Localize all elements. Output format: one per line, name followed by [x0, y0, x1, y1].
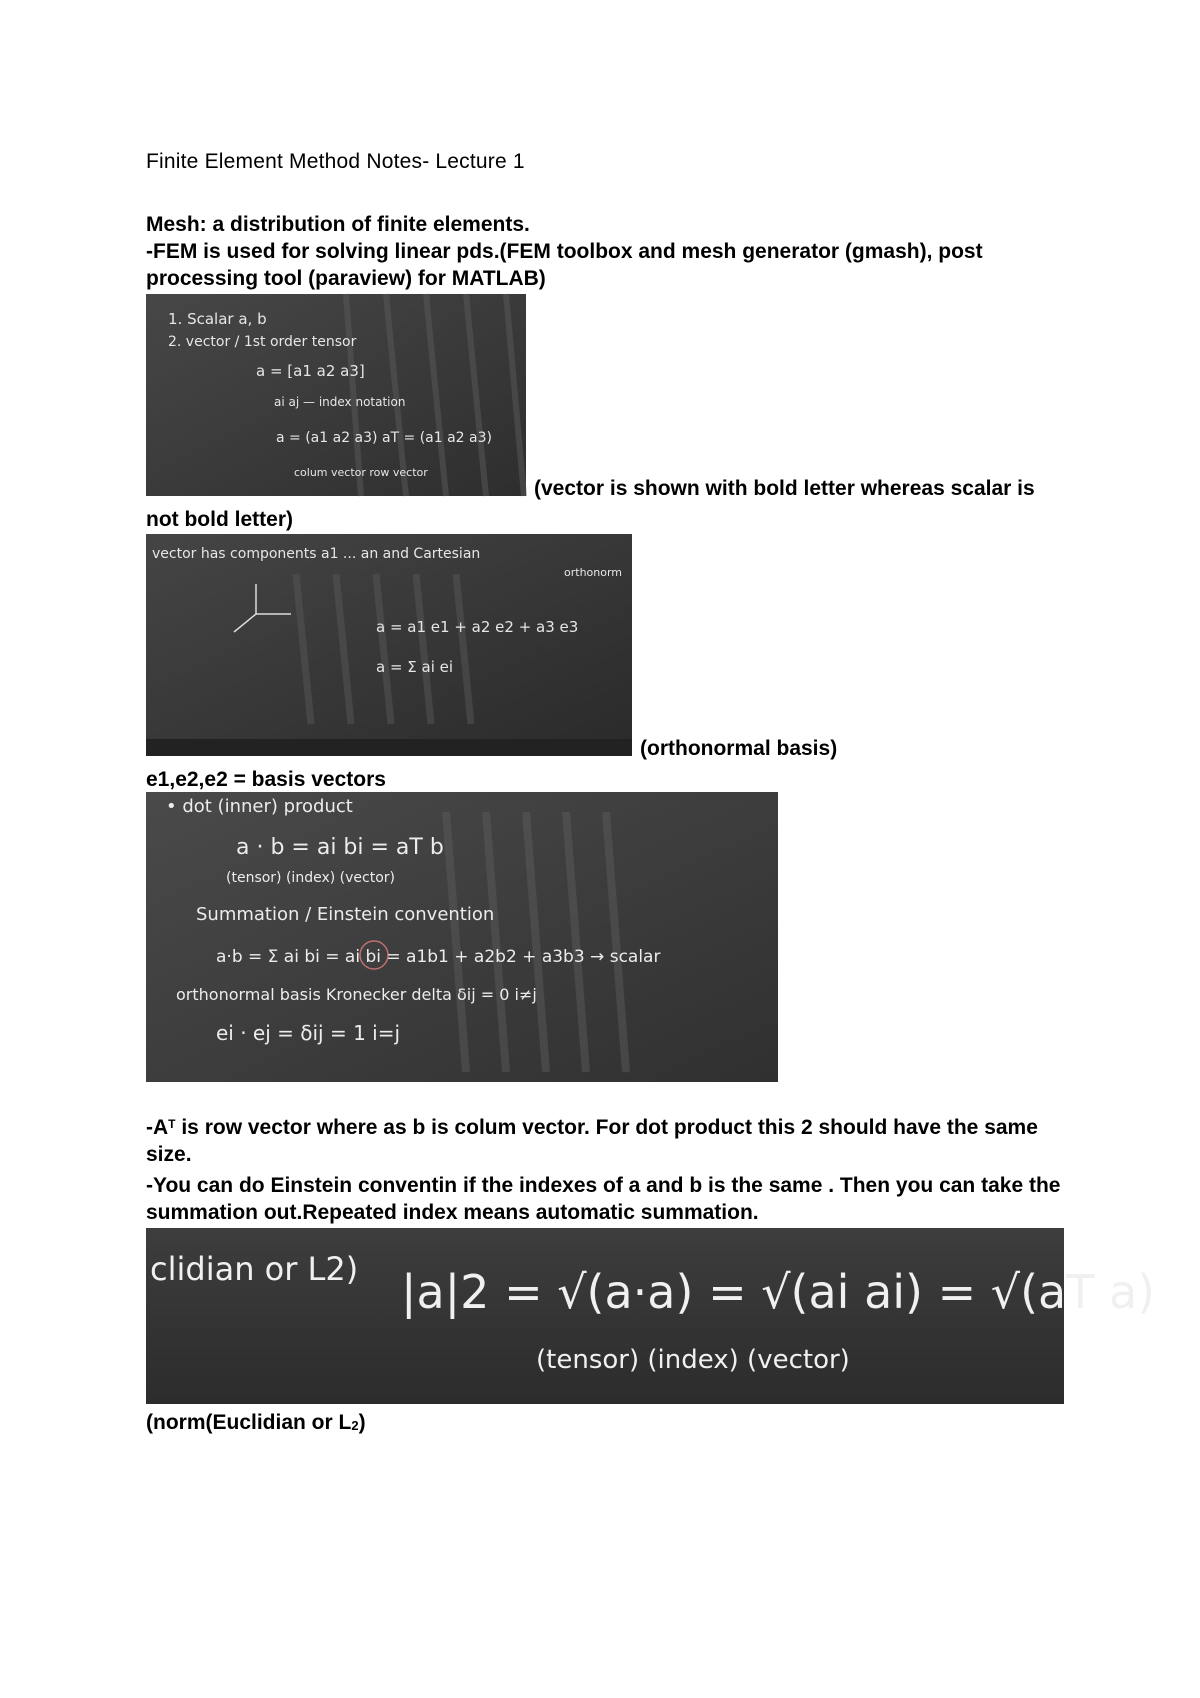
board1-line2: 2. vector / 1st order tensor [168, 334, 357, 350]
board2-line1: vector has components a1 ... an and Cartesian [152, 546, 481, 562]
board3-line3: (tensor) (index) (vector) [226, 870, 395, 886]
board1-line6: colum vector row vector [294, 466, 428, 479]
board4-line3: (tensor) (index) (vector) [536, 1345, 850, 1375]
fem-line-2: processing tool (paraview) for MATLAB) [146, 267, 546, 290]
board4-line1: clidian or L2) [150, 1250, 359, 1288]
fem-line-1: -FEM is used for solving linear pds.(FEM toolbox and mesh generator (gmash), post [146, 240, 983, 263]
row-vector-line: $-A^T$ is row vector where as b is colum vector. For dot product this 2 should have the same [146, 1116, 1038, 1139]
page-title: Finite Element Method Notes- Lecture 1 [146, 150, 525, 173]
blackboard-photo-norm [146, 1228, 1156, 1404]
board3-line2: a · b = ai bi = aT b [236, 835, 444, 860]
norm-caption: (norm(Euclidian or $L_2$) [146, 1411, 366, 1434]
caption-vector-bold-cont: not bold letter) [146, 508, 293, 531]
mesh-definition: Mesh: a distribution of finite elements. [146, 213, 530, 236]
board2-line2: orthonorm [564, 566, 623, 579]
board2-line4: a = Σ ai ei [376, 658, 454, 676]
einstein-line-2: summation out.Repeated index means automatic summation. [146, 1201, 759, 1224]
basis-vectors-line: e1,e2,e2 = basis vectors [146, 768, 386, 791]
einstein-line-1: -You can do Einstein conventin if the indexes of a and b is the same . Then you can take the [146, 1174, 1061, 1197]
row-vector-line-2: size. [146, 1143, 192, 1166]
board1-line4: ai aj — index notation [274, 395, 406, 409]
board2-line3: a = a1 e1 + a2 e2 + a3 e3 [376, 618, 579, 636]
board3-line7: ei · ej = δij = 1 i=j [216, 1021, 401, 1045]
blackboard-photo-scalar-vector [146, 294, 526, 496]
caption-vector-bold: (vector is shown with bold letter whereas scalar is [534, 477, 1035, 500]
blackboard-photo-orthonormal-basis [146, 534, 632, 756]
board1-line1: 1. Scalar a, b [168, 310, 267, 328]
blackboard-photo-dot-product [146, 792, 778, 1082]
board3-line6: orthonormal basis Kronecker delta δij = 0 i≠j [176, 985, 537, 1004]
board1-line3: a = [a1 a2 a3] [256, 362, 365, 380]
board3-line5: a·b = Σ ai bi = ai bi = a1b1 + a2b2 + a3b3 → scalar [216, 947, 661, 967]
board4-line2: |a|2 = √(a·a) = √(ai ai) = √(aT a) [401, 1265, 1156, 1319]
board3-line4: Summation / Einstein convention [196, 904, 495, 925]
board3-line1: • dot (inner) product [166, 796, 353, 817]
board1-line5: a = (a1 a2 a3) aT = (a1 a2 a3) [276, 430, 492, 446]
caption-orthonormal-basis: (orthonormal basis) [640, 737, 838, 760]
